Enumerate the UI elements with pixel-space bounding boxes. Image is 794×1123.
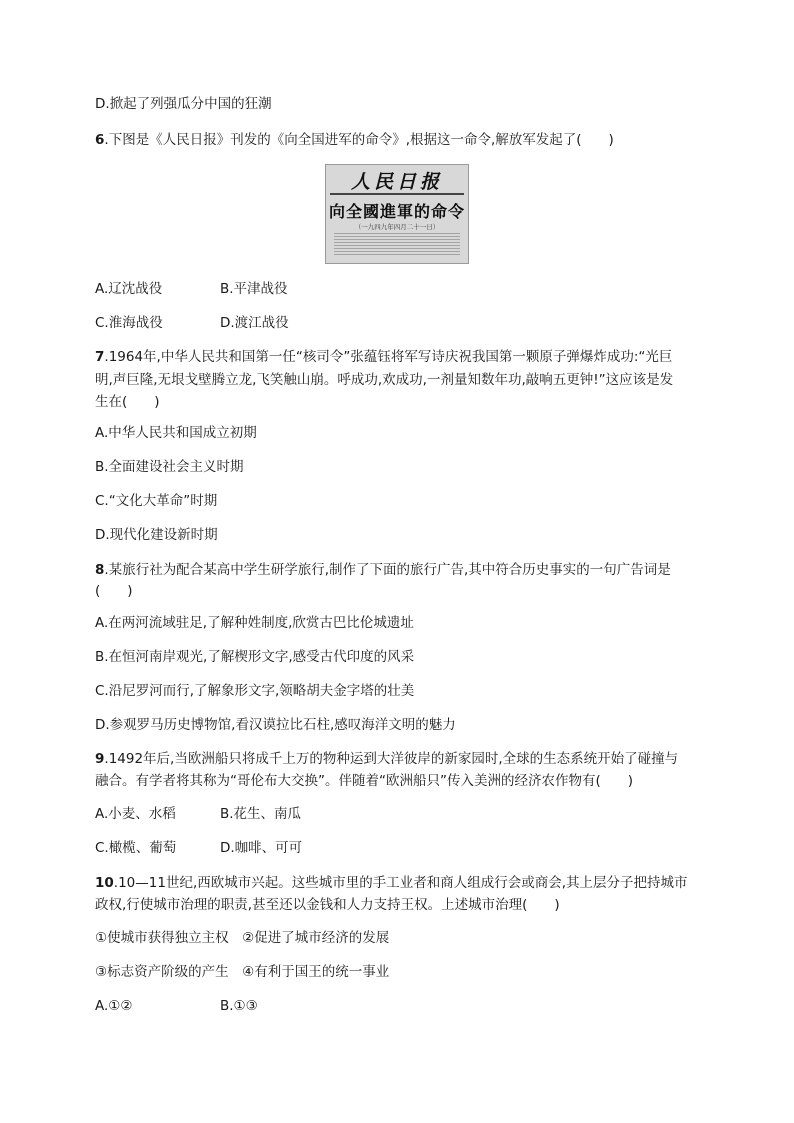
option-c[interactable]: C.“文化大革命”时期 [95, 493, 218, 509]
option-b[interactable]: B.花生、南瓜 [220, 806, 302, 822]
question-9-stem-line1 [95, 749, 678, 769]
question-10-statements-2: ③标志资产阶级的产生 ④有利于国王的统一事业 [95, 964, 390, 980]
question-6-options-row2 [95, 313, 289, 333]
option-d[interactable]: D.参观罗马历史博物馆,看汉谟拉比石柱,感叹海洋文明的魅力 [95, 717, 456, 733]
question-text: .下图是《人民日报》刊发的《向全国进军的命令》,根据这一命令,解放军发起了( ) [104, 132, 614, 148]
question-6-options-row1 [95, 279, 288, 299]
option-d[interactable]: D.现代化建设新时期 [95, 527, 218, 543]
newspaper-rule [330, 193, 464, 195]
question-8-stem-line1 [95, 560, 671, 580]
option-a[interactable]: A.①② [95, 998, 133, 1014]
option-b[interactable]: B.全面建设社会主义时期 [95, 459, 244, 475]
newspaper-masthead: 人民日报 [350, 171, 443, 193]
question-number: 6 [95, 132, 105, 148]
question-10-stem-line2: 政权,行使城市治理的职责,甚至还以金钱和人力支持王权。上述城市治理( ) [95, 897, 560, 913]
question-text: .1492年后,当欧洲船只将成千上万的物种运到大洋彼岸的新家园时,全球的生态系统开始了碰撞与 [104, 751, 679, 767]
option-b[interactable]: B.平津战役 [220, 281, 288, 297]
question-text: .1964年,中华人民共和国第一任“核司令”张蕴钰将军写诗庆祝我国第一颗原子弹爆炸成功:“光巨 [104, 349, 673, 365]
option-b[interactable]: B.在恒河南岸观光,了解楔形文字,感受古代印度的风采 [95, 649, 415, 665]
question-text: .10—11世纪,西欧城市兴起。这些城市里的手工业者和商人组成行会或商会,其上层分子把持城市 [113, 875, 688, 891]
question-10-statements-1: ①使城市获得独立主权 ②促进了城市经济的发展 [95, 930, 390, 946]
question-6-stem [95, 130, 614, 150]
newspaper-headline: 向全國進軍的命令 [328, 202, 465, 221]
option-a[interactable]: A.小麦、水稻 [95, 806, 176, 822]
option-c[interactable]: C.橄榄、葡萄 [95, 840, 177, 856]
question-number: 9 [95, 751, 105, 767]
newspaper-dateline: （一九四九年四月二十一日） [354, 223, 440, 231]
question-8-stem-line2: ( ) [95, 583, 133, 599]
question-10-stem-line1 [95, 873, 688, 893]
question-7-stem-line2: 明,声巨隆,无垠戈壁腾立龙,飞笑触山崩。呼成功,欢成功,一剂量知数年功,敲响五更钟!”这应该是发 [95, 372, 674, 388]
question-text: .某旅行社为配合某高中学生研学旅行,制作了下面的旅行广告,其中符合历史事实的一句广告词是 [104, 562, 671, 578]
question-9-options-row1 [95, 804, 302, 824]
question-number: 8 [95, 562, 105, 578]
question-9-options-row2 [95, 838, 303, 858]
question-7-stem-line3: 生在( ) [95, 394, 160, 410]
option-a[interactable]: A.中华人民共和国成立初期 [95, 425, 257, 441]
prev-option-d: D.掀起了列强瓜分中国的狂潮 [95, 96, 272, 112]
option-c[interactable]: C.沿尼罗河而行,了解象形文字,领略胡夫金字塔的壮美 [95, 683, 415, 699]
option-d[interactable]: D.咖啡、可可 [220, 840, 303, 856]
newspaper-image [325, 164, 469, 264]
option-a[interactable]: A.辽沈战役 [95, 281, 163, 297]
newspaper-body-text [334, 233, 460, 257]
option-b[interactable]: B.①③ [220, 998, 258, 1014]
question-9-stem-line2: 融合。有学者将其称为“哥伦布大交换”。伴随着“欧洲船只”传入美洲的经济农作物有( ) [95, 773, 634, 789]
option-d[interactable]: D.渡江战役 [220, 315, 289, 331]
question-number: 7 [95, 349, 105, 365]
option-c[interactable]: C.淮海战役 [95, 315, 163, 331]
question-number: 10 [95, 875, 114, 891]
question-7-stem-line1 [95, 347, 672, 367]
question-10-options-row1 [95, 996, 258, 1016]
option-a[interactable]: A.在两河流域驻足,了解种姓制度,欣赏古巴比伦城遗址 [95, 615, 414, 631]
